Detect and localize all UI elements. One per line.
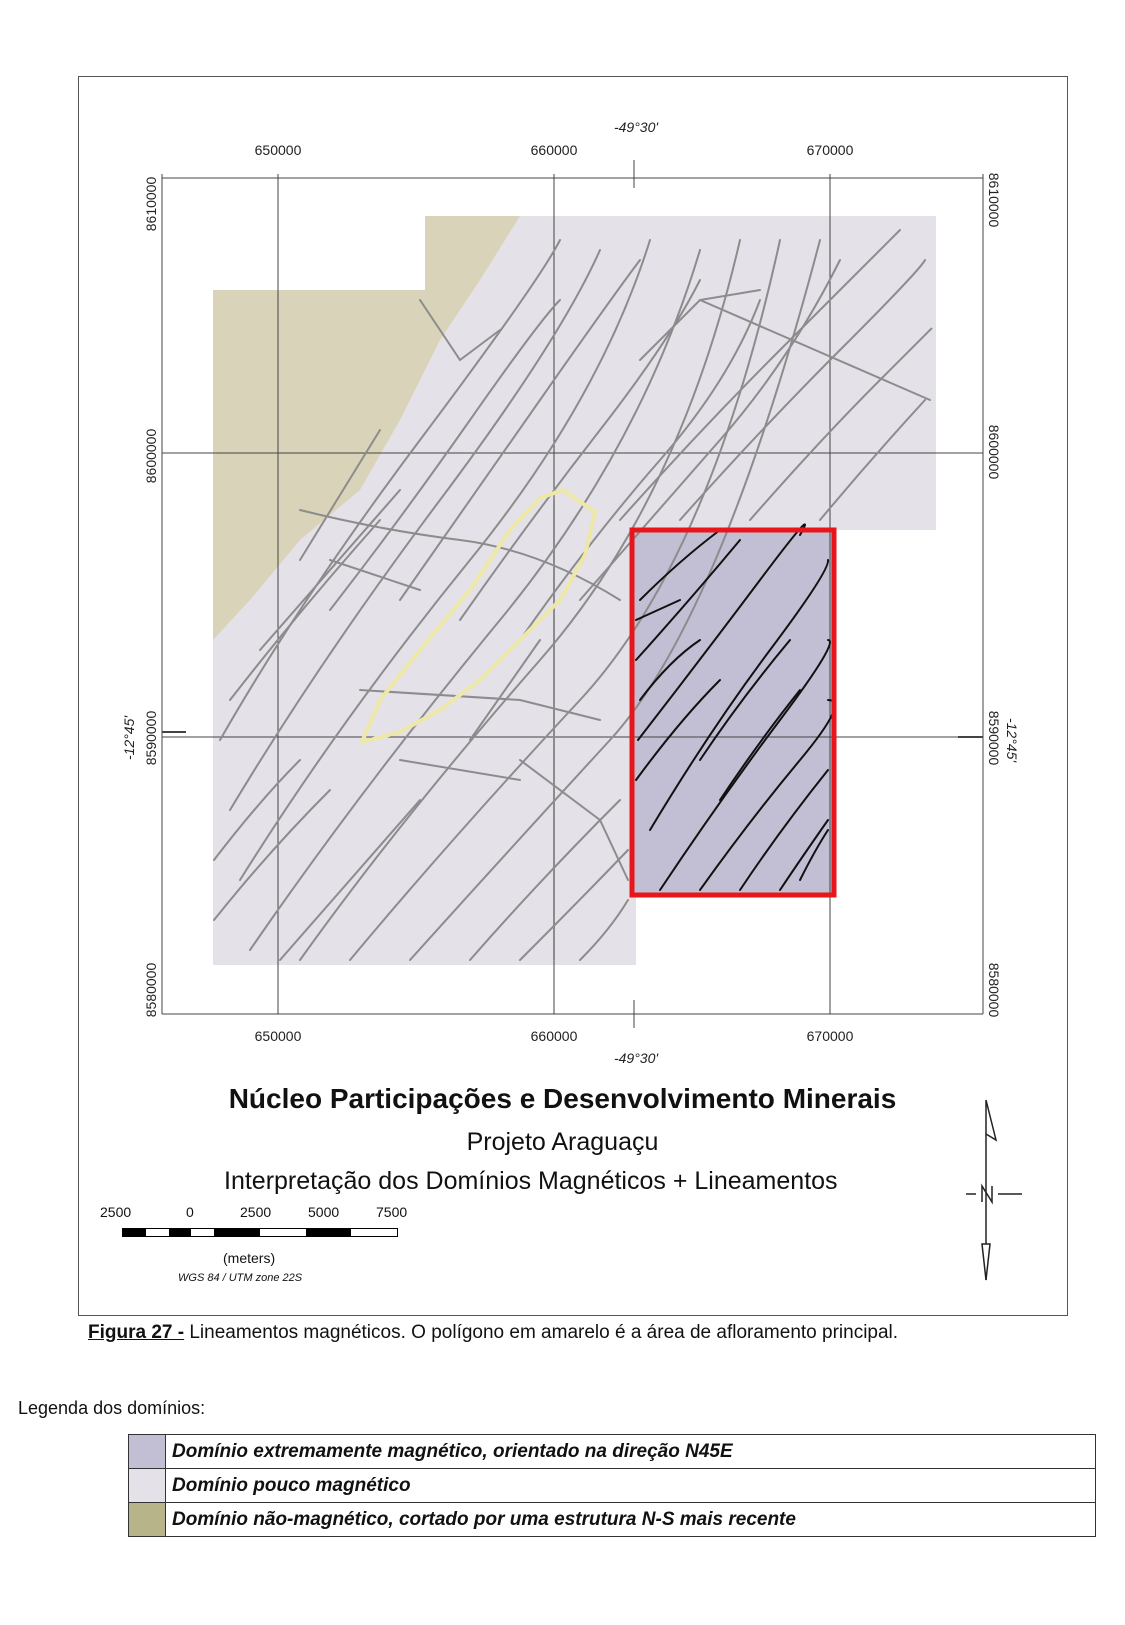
caption-text: Lineamentos magnéticos. O polígono em amarelo é a área de afloramento principal. bbox=[184, 1322, 899, 1343]
latitude-label-right: -12°45' bbox=[1004, 717, 1020, 763]
left-y-tick-4: 8580000 bbox=[143, 962, 159, 1018]
project-name: Projeto Araguaçu bbox=[466, 1128, 659, 1156]
top-x-tick-1: 650000 bbox=[254, 142, 302, 158]
scale-label-1: 2500 bbox=[100, 1204, 132, 1220]
legend-row bbox=[129, 1435, 1096, 1469]
longitude-label-top: -49°30' bbox=[613, 119, 659, 135]
bottom-x-tick-3: 670000 bbox=[806, 1028, 854, 1044]
legend-label: Domínio extremamente magnético, orientado na direção N45E bbox=[166, 1435, 1096, 1469]
scale-label-3: 2500 bbox=[240, 1204, 272, 1220]
longitude-label-bottom: -49°30' bbox=[613, 1050, 659, 1066]
legend-swatch bbox=[129, 1469, 166, 1503]
right-y-tick-3: 8590000 bbox=[986, 710, 1002, 766]
right-y-tick-2: 8600000 bbox=[986, 424, 1002, 480]
legend-label: Domínio pouco magnético bbox=[166, 1469, 1096, 1503]
right-y-tick-1: 8610000 bbox=[986, 172, 1002, 228]
legend-swatch bbox=[129, 1503, 166, 1537]
map-subtitle: Interpretação dos Domínios Magnéticos + Lineamentos bbox=[224, 1167, 838, 1195]
scale-units: (meters) bbox=[223, 1250, 276, 1266]
legend-heading: Legenda dos domínios: bbox=[18, 1398, 206, 1418]
figure-caption bbox=[88, 1322, 898, 1344]
legend-row bbox=[129, 1503, 1096, 1537]
left-y-tick-3: 8590000 bbox=[143, 710, 159, 766]
bottom-x-tick-2: 660000 bbox=[530, 1028, 578, 1044]
legend-swatch bbox=[129, 1435, 166, 1469]
projection-label: WGS 84 / UTM zone 22S bbox=[178, 1272, 303, 1284]
scale-label-4: 5000 bbox=[308, 1204, 340, 1220]
left-y-tick-1: 8610000 bbox=[143, 176, 159, 232]
scale-bar bbox=[100, 1204, 420, 1294]
scale-bar-graphic bbox=[122, 1228, 398, 1237]
left-y-tick-2: 8600000 bbox=[143, 428, 159, 484]
bottom-x-tick-1: 650000 bbox=[254, 1028, 302, 1044]
map-title: Núcleo Participações e Desenvolvimento Minerais bbox=[228, 1083, 897, 1114]
legend-label: Domínio não-magnético, cortado por uma estrutura N-S mais recente bbox=[166, 1503, 1096, 1537]
scale-label-5: 7500 bbox=[376, 1204, 408, 1220]
caption-label: Figura 27 - bbox=[88, 1322, 185, 1343]
legend-table bbox=[128, 1434, 1096, 1537]
legend-row bbox=[129, 1469, 1096, 1503]
top-x-tick-3: 670000 bbox=[806, 142, 854, 158]
right-y-tick-4: 8580000 bbox=[986, 962, 1002, 1018]
latitude-label-left: -12°45' bbox=[121, 715, 137, 761]
top-x-tick-2: 660000 bbox=[530, 142, 578, 158]
north-arrow-icon bbox=[962, 1094, 1042, 1294]
scale-label-2: 0 bbox=[186, 1204, 194, 1220]
